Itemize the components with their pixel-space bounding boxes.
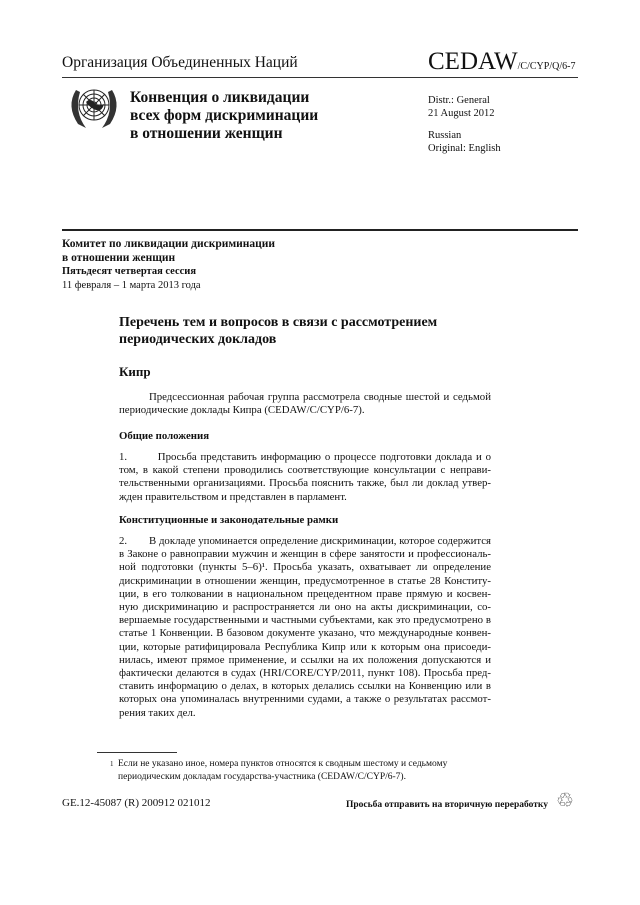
text-line: ную дискриминацию и распространяется ли оно на акты дискриминации, со- [119, 601, 491, 614]
text-line: периодические доклады Кипра (CEDAW/C/CYP/6-7). [119, 404, 365, 417]
header-rule [62, 77, 578, 78]
paragraph-2 [119, 535, 491, 720]
text-line: дискриминации в отношении женщин, предусмотренное в статье 28 Конститу- [119, 574, 491, 587]
text-line: тельственными организациями. Просьба пояснить также, был ли доклад утвер- [119, 477, 491, 490]
footnote-marker: 1 [110, 760, 114, 768]
section-rule [62, 229, 578, 231]
text-line: рения таких дел. [119, 706, 196, 719]
section-heading-general: Общие положения [119, 430, 210, 442]
text-line: статье 1 Конвенции. В базовом документе указано, что международные конвен- [119, 627, 491, 640]
convention-line: всех форм дискриминации [130, 107, 319, 124]
text-line: ной подготовки (пункты 5–6)¹. Просьба указать, охватывает ли определение [119, 561, 491, 574]
convention-title [130, 89, 318, 143]
text-line: 2. В докладе упоминается определение дискриминации, которое содержится [119, 535, 491, 547]
symbol-suffix: /C/CYP/Q/6-7 [517, 61, 576, 72]
text-line: которых она упоминалась внутренними судами, а также о результатах рассмот- [119, 693, 491, 706]
committee-name: Комитет по ликвидации дискриминации [62, 238, 276, 250]
committee-block [62, 237, 275, 293]
job-number: GE.12-45087 (R) 200912 021012 [62, 797, 211, 809]
text-line: нилась, имеют прямое применение, и ссылки на их положения допускаются и [119, 653, 491, 666]
text-line: Предсессионная рабочая группа рассмотрела сводные шестой и седьмой [119, 391, 491, 403]
organization-name: Организация Объединенных Наций [62, 54, 298, 71]
paragraph-1 [119, 451, 491, 504]
text-line: ции, в его толковании в национальном прецедентном праве прямую и косвен- [119, 587, 491, 600]
convention-line: Конвенция о ликвидации [130, 89, 310, 106]
session-dates: 11 февраля – 1 марта 2013 года [62, 280, 201, 291]
text-line: ции, которые ратифицировала Республика Кипр или к которым она присоеди- [119, 640, 491, 653]
footnote [110, 758, 448, 784]
symbol-main: CEDAW [428, 48, 518, 75]
un-emblem-icon [62, 82, 126, 130]
original-language: Original: English [428, 143, 501, 154]
footnote-rule [97, 752, 177, 753]
recycle-note: Просьба отправить на вторичную переработку [346, 800, 548, 810]
issue-date: 21 August 2012 [428, 108, 495, 119]
text-line: вершаемые государственными и частными субъектами, как это предусмотрено в [119, 614, 491, 627]
title-line: периодических докладов [119, 332, 277, 347]
convention-line: в отношении женщин [130, 125, 283, 142]
recycle-icon: ♲ [556, 790, 574, 812]
text-line: ставить информацию о делах, в которых делались ссылки на Конвенцию или в [119, 680, 491, 693]
section-heading-constitutional: Конституционные и законодательные рамки [119, 514, 339, 526]
language: Russian [428, 130, 462, 141]
document-title [119, 314, 437, 348]
text-line: в Законе о равноправии мужчин и женщин в сфере занятости и профессиональ- [119, 548, 491, 561]
text-line: 1. Просьба представить информацию о процессе подготовки доклада и о [119, 451, 491, 463]
intro-paragraph [119, 391, 491, 417]
distribution: Distr.: General [428, 95, 490, 106]
footnote-line: Если не указано иное, номера пунктов относятся к сводным шестому и седьмому [118, 759, 448, 769]
committee-name: в отношении женщин [62, 252, 176, 264]
session: Пятьдесят четвертая сессия [62, 266, 197, 277]
title-line: Перечень тем и вопросов в связи с рассмотрением [119, 315, 438, 330]
document-symbol [428, 48, 575, 76]
text-line: том, в какой степени проводились соответствующие консультации с неправи- [119, 464, 491, 477]
text-line: жден правительством и представлен в парламент. [119, 490, 347, 503]
country-heading: Кипр [119, 364, 151, 379]
text-line: фактически делаются в судах (HRI/CORE/CYP/2011, пункт 108). Просьба пред- [119, 667, 491, 680]
distribution-block [428, 94, 501, 155]
footnote-line: периодическим докладам государства-участника (CEDAW/C/CYP/6-7). [118, 772, 406, 782]
